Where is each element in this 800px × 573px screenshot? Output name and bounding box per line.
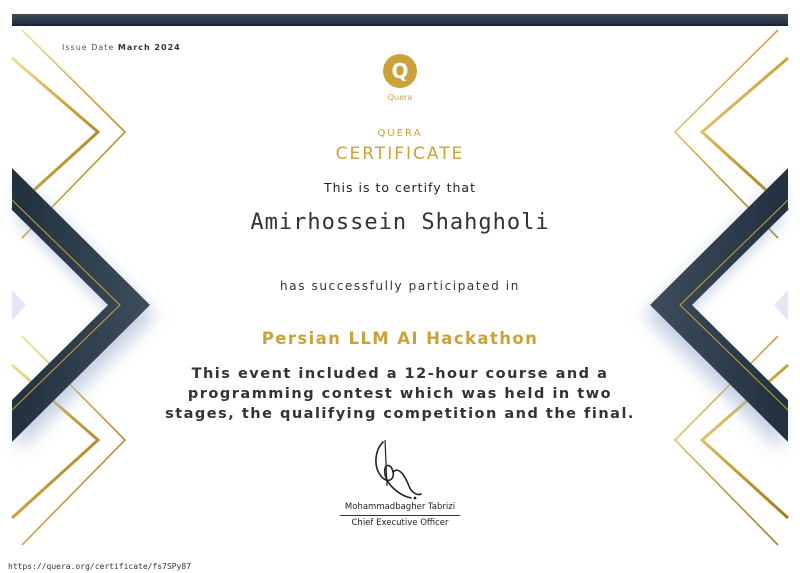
logo-letter: Q [391, 59, 409, 83]
issue-date-value: March 2024 [117, 43, 181, 52]
handwritten-signature [365, 436, 435, 502]
issue-label: Issue Date [62, 43, 115, 52]
description-line: This event included a 12-hour course and a [191, 366, 609, 382]
quera-logo [378, 52, 422, 108]
signer-name: Mohammadbagher Tabrizi [344, 502, 456, 512]
description-line: programming contest which was held in two [187, 386, 613, 402]
event-description [0, 364, 800, 424]
certify-intro: This is to certify that [323, 180, 476, 195]
org-name: QUERA [377, 128, 423, 139]
description-line: stages, the qualifying competition and the final. [165, 406, 635, 422]
recipient-name: Amirhossein Shahgholi [250, 210, 550, 235]
quera-logo-icon [378, 52, 422, 94]
signer-role: Chief Executive Officer [351, 518, 449, 528]
certificate-title: CERTIFICATE [335, 144, 465, 164]
certificate-url[interactable]: https://quera.org/certificate/fs7SPy87 [8, 562, 192, 571]
top-bar [12, 14, 788, 26]
event-name: Persian LLM AI Hackathon [261, 329, 539, 348]
signature-line [340, 515, 460, 516]
logo-text: Quera [387, 93, 413, 102]
issue-date [62, 43, 181, 52]
participation-text: has successfully participated in [280, 279, 520, 293]
